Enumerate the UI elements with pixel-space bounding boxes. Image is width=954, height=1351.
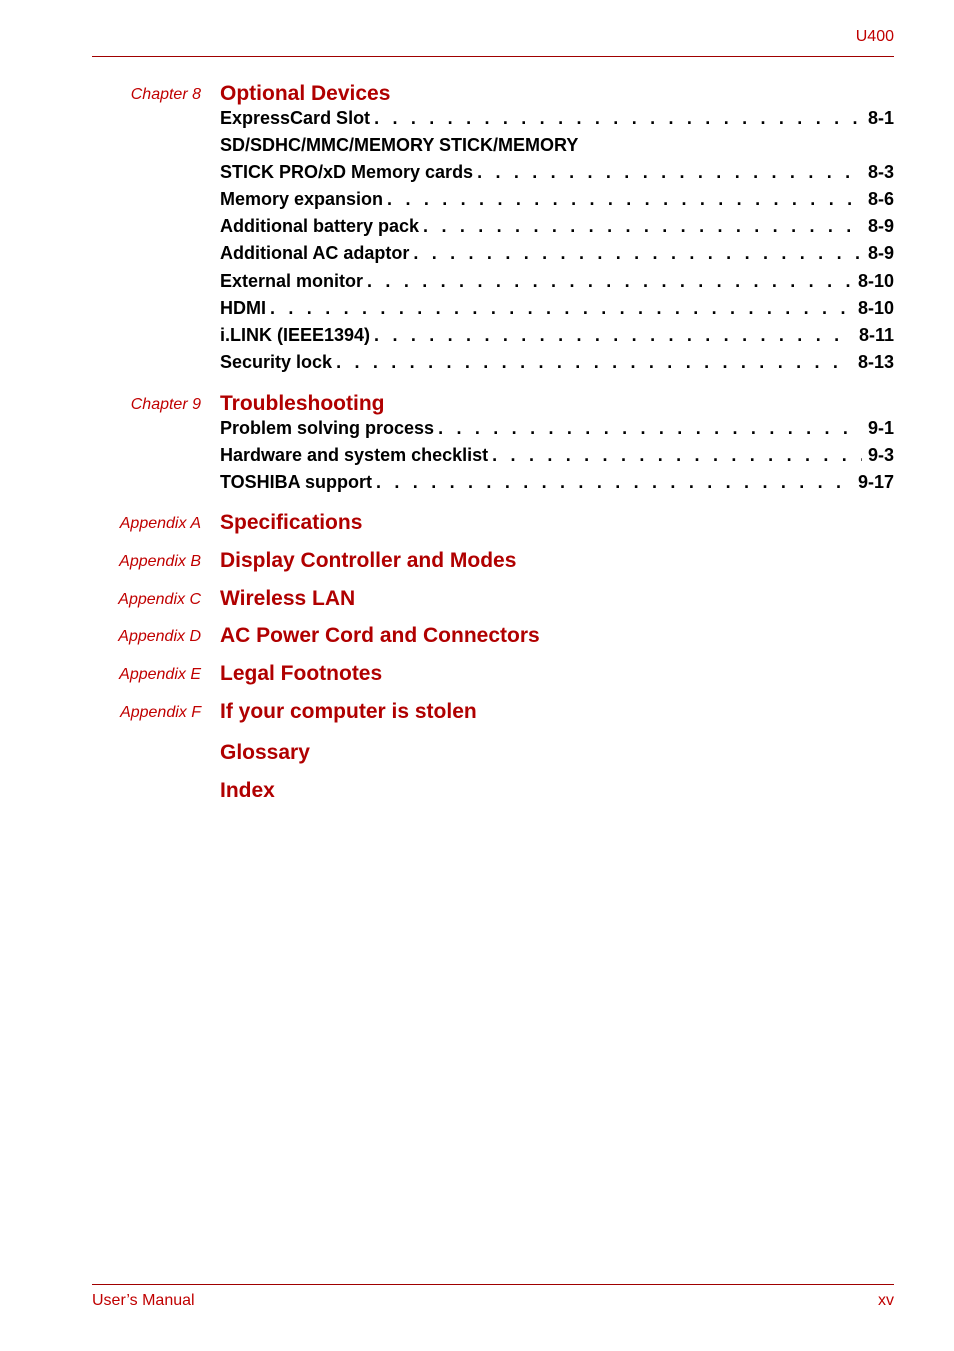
toc-entry[interactable] <box>220 135 894 162</box>
entry-text: SD/SDHC/MMC/MEMORY STICK/MEMORY <box>220 135 582 156</box>
section-title[interactable]: Legal Footnotes <box>220 662 383 685</box>
leader-dots <box>376 472 852 493</box>
entry-text: i.LINK (IEEE1394) <box>220 325 374 346</box>
section-title[interactable]: Wireless LAN <box>220 587 356 610</box>
entry-text: ExpressCard Slot <box>220 108 374 129</box>
leader-dots <box>374 108 862 129</box>
section-title[interactable]: Display Controller and Modes <box>220 549 517 572</box>
toc-entry[interactable] <box>220 189 894 216</box>
entry-page: 8-11 <box>853 325 894 346</box>
entry-text: TOSHIBA support <box>220 472 376 493</box>
leader-dots <box>438 418 862 439</box>
entry-page: 8-9 <box>862 243 894 264</box>
toc-entry[interactable] <box>220 271 894 298</box>
leader-dots <box>413 243 862 264</box>
entry-page: 8-1 <box>862 108 894 129</box>
entry-text: Hardware and system checklist <box>220 445 492 466</box>
entry-page: 8-13 <box>852 352 894 373</box>
toc-entry[interactable] <box>220 445 894 472</box>
entry-text: Additional battery pack <box>220 216 423 237</box>
footer-manual-title: User’s Manual <box>92 1292 195 1309</box>
leader-dots <box>270 298 852 319</box>
entry-text: Memory expansion <box>220 189 387 210</box>
toc-entry[interactable] <box>220 162 894 189</box>
entry-text: Security lock <box>220 352 336 373</box>
section-title[interactable]: Optional Devices <box>220 82 391 105</box>
leader-dots <box>423 216 862 237</box>
entry-page: 9-1 <box>862 418 894 439</box>
section-title[interactable]: AC Power Cord and Connectors <box>220 624 540 647</box>
section-label: Appendix E <box>119 666 201 683</box>
toc-entry[interactable] <box>220 418 894 445</box>
page-header-model: U400 <box>855 28 894 45</box>
entry-text: External monitor <box>220 271 367 292</box>
entry-text: STICK PRO/xD Memory cards <box>220 162 477 183</box>
section-label: Appendix D <box>118 628 201 645</box>
toc-entry[interactable] <box>220 325 894 352</box>
section-label: Appendix F <box>120 704 201 721</box>
entry-page: 8-10 <box>852 298 894 319</box>
leader-dots <box>336 352 852 373</box>
toc-entry[interactable] <box>220 243 894 270</box>
section-title[interactable]: Specifications <box>220 511 363 534</box>
leader-dots <box>367 271 852 292</box>
toc-entry[interactable] <box>220 472 894 499</box>
entry-text: Additional AC adaptor <box>220 243 413 264</box>
leader-dots <box>477 162 862 183</box>
entry-page: 8-3 <box>862 162 894 183</box>
section-entries <box>220 108 894 379</box>
footer-rule <box>92 1284 894 1285</box>
section-title[interactable]: Glossary <box>220 741 310 764</box>
entry-text: HDMI <box>220 298 270 319</box>
section-label: Appendix B <box>119 553 201 570</box>
section-title[interactable]: Troubleshooting <box>220 392 385 415</box>
entry-text: Problem solving process <box>220 418 438 439</box>
section-label: Appendix A <box>119 515 201 532</box>
section-label: Appendix C <box>118 591 201 608</box>
entry-page: 8-9 <box>862 216 894 237</box>
entry-page: 8-10 <box>852 271 894 292</box>
header-rule <box>92 56 894 57</box>
entry-page: 8-6 <box>862 189 894 210</box>
section-title[interactable]: Index <box>220 779 275 802</box>
toc-entry[interactable] <box>220 298 894 325</box>
section-label: Chapter 9 <box>130 396 201 413</box>
section-label: Chapter 8 <box>130 86 201 103</box>
section-entries <box>220 418 894 499</box>
toc-entry[interactable] <box>220 216 894 243</box>
leader-dots <box>387 189 862 210</box>
leader-dots <box>374 325 853 346</box>
toc-entry[interactable] <box>220 108 894 135</box>
section-title[interactable]: If your computer is stolen <box>220 700 477 723</box>
entry-page: 9-3 <box>862 445 894 466</box>
footer-page-number: xv <box>878 1292 894 1309</box>
entry-page: 9-17 <box>852 472 894 493</box>
leader-dots <box>492 445 862 466</box>
toc-entry[interactable] <box>220 352 894 379</box>
